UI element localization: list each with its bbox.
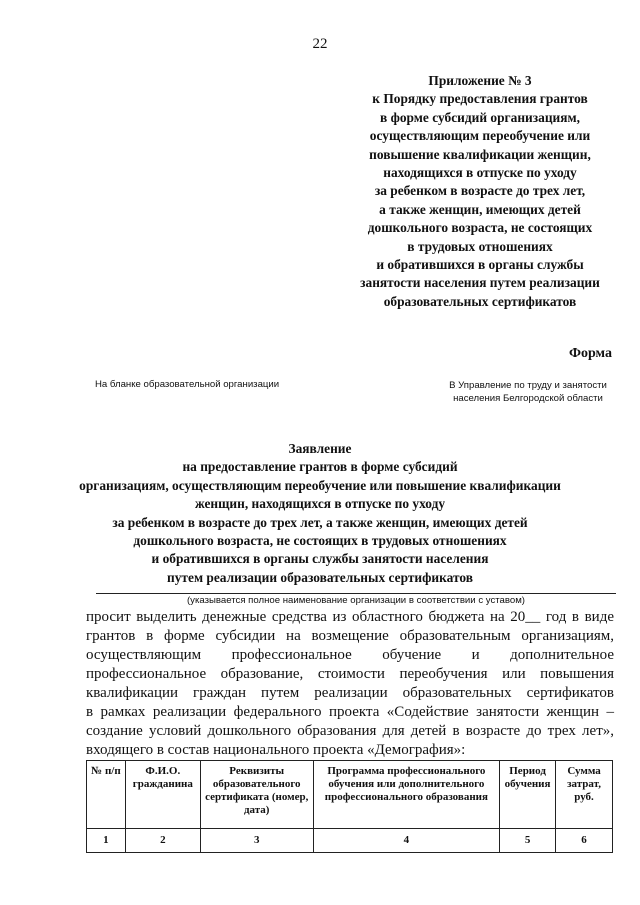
statement-line: организациям, осуществляющим переобучение или повышение квалификации (79, 477, 561, 493)
header-number: № п/п (87, 761, 126, 829)
paragraph-line: грантов в форме субсидии на возмещение образовательным организациям, (86, 628, 614, 644)
table-header-row (87, 761, 613, 829)
appendix-line: повышение квалификации женщин, (369, 146, 591, 162)
paragraph-line: квалификации граждан путем реализации образовательных сертификатов (86, 685, 614, 701)
column-number: 1 (87, 829, 126, 853)
organization-name-hint: (указывается полное наименование организации в соответствии с уставом) (186, 595, 526, 606)
appendix-line: Приложение № 3 (428, 73, 532, 88)
header-period: Период обучения (500, 761, 556, 829)
statement-line: путем реализации образовательных сертификатов (167, 569, 473, 585)
form-label: Форма (568, 346, 612, 361)
statement-line: дошкольного возраста, не состоящих в трудовых отношениях (133, 533, 507, 549)
appendix-line: в трудовых отношениях (407, 238, 553, 254)
paragraph-line: просит выделить денежные средства из областного бюджета на 20__ год в виде (86, 609, 614, 625)
column-number: 2 (125, 829, 200, 853)
addressee-note (438, 379, 618, 405)
appendix-line: осуществляющим переобучение или (369, 128, 591, 144)
paragraph-line: в рамках реализации федерального проекта «Содействие занятости женщин – (86, 704, 614, 720)
organization-name-field[interactable] (96, 593, 616, 594)
appendix-line: за ребенком в возрасте до трех лет, (374, 183, 586, 199)
appendix-line: к Порядку предоставления грантов (372, 91, 588, 107)
addressee-line: В Управление по труду и занятости (449, 380, 607, 391)
appendix-line: занятости населения путем реализации (360, 275, 600, 291)
table-row (87, 829, 613, 853)
grant-table (86, 760, 613, 853)
statement-line: на предоставление грантов в форме субсидий (182, 459, 458, 475)
appendix-line: в форме субсидий организациям, (380, 109, 580, 125)
statement-line: за ребенком в возрасте до трех лет, а также женщин, имеющих детей (112, 514, 528, 530)
paragraph-line: осуществляющим профессиональное обучение и дополнительное (86, 647, 614, 663)
column-number: 3 (200, 829, 313, 853)
column-number: 4 (313, 829, 499, 853)
appendix-line: образовательных сертификатов (383, 293, 577, 309)
column-number: 6 (556, 829, 613, 853)
header-certificate: Реквизиты образовательного сертификата (номер, дата) (200, 761, 313, 829)
appendix-line: дошкольного возраста, не состоящих (367, 220, 593, 236)
paragraph-line: профессиональное образование, стоимости переобучения или повышения (86, 666, 614, 682)
statement-line: и обратившихся в органы службы занятости населения (151, 551, 489, 567)
statement-title (0, 440, 640, 587)
page-number: 22 (312, 36, 328, 52)
appendix-line: а также женщин, имеющих детей (379, 201, 581, 217)
statement-line: Заявление (288, 441, 352, 456)
addressee-line: населения Белгородской области (453, 393, 603, 404)
header-program: Программа профессионального обучения или дополнительного профессионального образования (313, 761, 499, 829)
paragraph-line: создание условий дошкольного образования для детей в возрасте до трех лет», (86, 723, 614, 739)
header-amount: Сумма затрат, руб. (556, 761, 613, 829)
request-paragraph (86, 608, 614, 760)
column-number: 5 (500, 829, 556, 853)
appendix-line: находящихся в отпуске по уходу (383, 165, 577, 181)
letterhead-note: На бланке образовательной организации (95, 379, 280, 390)
appendix-header (330, 72, 630, 311)
header-full-name: Ф.И.О. гражданина (125, 761, 200, 829)
appendix-line: и обратившихся в органы службы (376, 257, 584, 273)
paragraph-line: входящего в состав национального проекта «Демография»: (86, 742, 466, 758)
statement-line: женщин, находящихся в отпуске по уходу (194, 496, 446, 512)
